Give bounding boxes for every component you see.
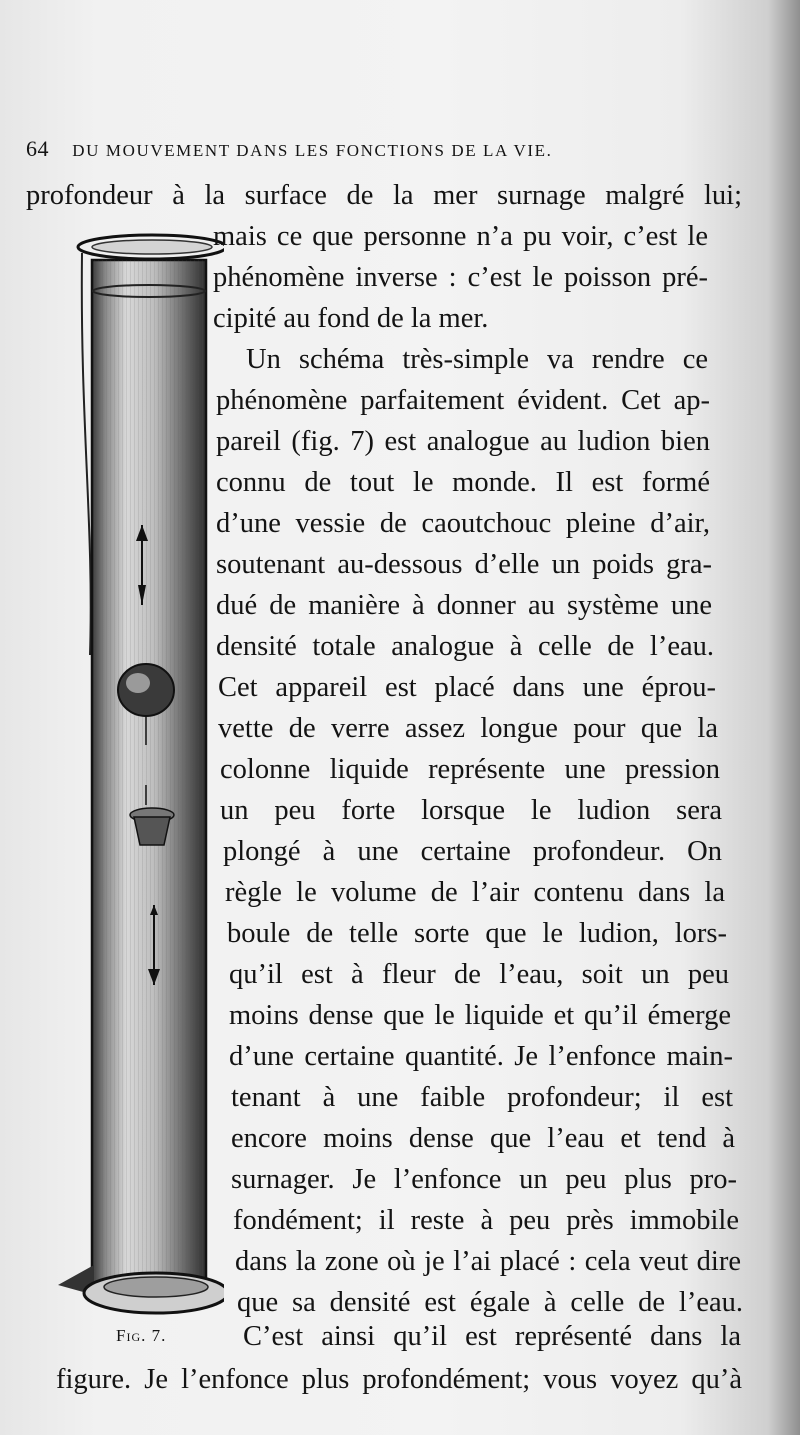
text-line: un peu forte lorsque le ludion sera [220,795,722,826]
text-line: colonne liquide représente une pression [220,754,720,785]
text-line: d’une certaine quantité. Je l’enfonce main- [229,1041,733,1072]
text-line: vette de verre assez longue pour que la [218,713,718,744]
text-line: phénomène parfaitement évident. Cet ap- [216,385,710,416]
text-line: soutenant au-dessous d’elle un poids gra- [216,549,712,580]
text-line: connu de tout le monde. Il est formé [216,467,710,498]
text-line: plongé à une certaine profondeur. On [223,836,722,867]
running-header [26,136,646,166]
text-line: moins dense que le liquide et qu’il émerge [229,1000,731,1031]
figure-caption: Fig. 7. [116,1326,167,1345]
figure-7-test-tube [54,225,224,1325]
text-line: profondeur à la surface de la mer surnage malgré lui; [26,180,742,211]
text-line: phénomène inverse : c’est le poisson pré- [213,262,708,293]
text-line: dué de manière à donner au système une [216,590,712,621]
text-line: figure. Je l’enfonce plus profondément; vous voyez qu’à [56,1364,742,1395]
text-line: règle le volume de l’air contenu dans la [225,877,725,908]
text-line: cipité au fond de la mer. [213,303,489,334]
text-line: C’est ainsi qu’il est représenté dans la [243,1321,741,1352]
text-line: boule de telle sorte que le ludion, lors- [227,918,727,949]
text-line: encore moins dense que l’eau et tend à [231,1123,735,1154]
text-line: d’une vessie de caoutchouc pleine d’air, [216,508,710,539]
text-line: tenant à une faible profondeur; il est [231,1082,733,1113]
text-line: pareil (fig. 7) est analogue au ludion bien [216,426,710,457]
page-number: 64 [26,136,49,161]
text-line: qu’il est à fleur de l’eau, soit un peu [229,959,729,990]
text-line: dans la zone où je l’ai placé : cela veut dire [235,1246,741,1277]
text-line: densité totale analogue à celle de l’eau. [216,631,714,662]
text-line: Cet appareil est placé dans une éprou- [218,672,716,703]
text-line: que sa densité est égale à celle de l’eau. [237,1287,743,1318]
text-line: mais ce que personne n’a pu voir, c’est le [213,221,708,252]
text-line: fondément; il reste à peu près immobile [233,1205,739,1236]
text-line: surnager. Je l’enfonce un peu plus pro- [231,1164,737,1195]
text-line: Un schéma très-simple va rendre ce [246,344,708,375]
running-title: DU MOUVEMENT DANS LES FONCTIONS DE LA VIE. [72,141,553,160]
